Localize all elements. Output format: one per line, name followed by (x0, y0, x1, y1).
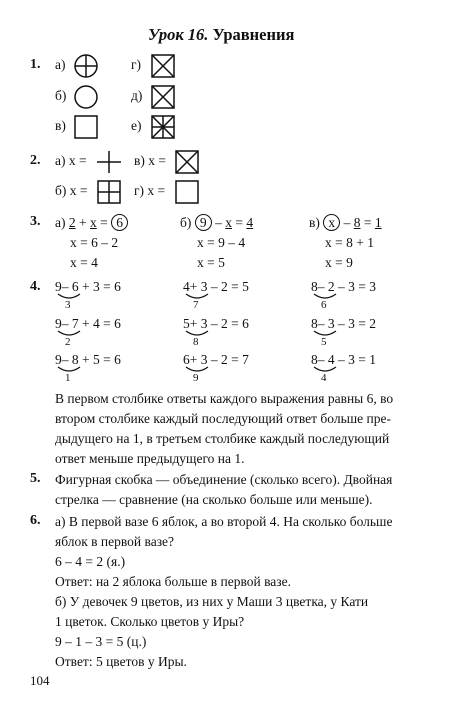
page-title (148, 25, 294, 45)
task2-number: 2. (30, 153, 41, 168)
task4-expr-c1-r2: 9– 7 + 4 = 6 (55, 316, 121, 331)
square-x-icon (174, 149, 200, 175)
task6-text: а) В первой вазе 6 яблок, а во второй 4. На сколько больше яблок в первой вазе? 6 – 4 = 2 (я.) Ответ: на 2 яблока больше в первой вазе. б) У девочек 9 цветов, из них у Маши 3 цветка, у Кати 1 цветок. Сколько цветов у Иры? 9 – 1 – 3 = 5 (ц.) Ответ: 5 цветов у Иры. (55, 514, 393, 669)
task4-number: 4. (30, 279, 41, 294)
task4-sub-c1-r2: 2 (65, 336, 71, 348)
task3c-step1: x = 8 + 1 (325, 235, 374, 250)
task3b-equation: б) 9 – x = 4 (180, 215, 254, 230)
task1-label-g: г) (131, 57, 142, 72)
task1-label-b: б) (55, 88, 67, 103)
task5-text: Фигурная скобка — объединение (сколько всего). Двойная стрелка — сравнение (на сколько больше или меньше). (55, 472, 393, 507)
task4-sub-c1-r3: 1 (65, 372, 71, 384)
task4-sub-c3-r2: 5 (321, 336, 327, 348)
task4-sub-c2-r2: 8 (193, 336, 199, 348)
task1-label-c: в) (55, 118, 66, 133)
square-icon (73, 114, 99, 140)
task3a-step1: x = 6 – 2 (70, 235, 119, 250)
circle-icon (73, 84, 99, 110)
task4-expr-c1-r3: 9– 8 + 5 = 6 (55, 352, 121, 367)
circle-cross-icon (73, 53, 99, 79)
task4-expr-c3-r2: 8– 3 – 3 = 2 (311, 316, 376, 331)
task3-number: 3. (30, 214, 41, 229)
circled-value: x (323, 214, 340, 231)
circled-value: 6 (111, 214, 128, 231)
task2-label-g: г) x = (134, 183, 166, 198)
task4-expr-c3-r1: 8– 2 – 3 = 3 (311, 279, 376, 294)
task4-explanation: В первом столбике ответы каждого выражения равны 6, во втором столбике каждый последующий ответ больше пре- дыдущего на 1, в третьем столбике каждый последующий ответ меньше предыдущего на 1. (55, 391, 394, 466)
task3a-equation: а) 2 + x = 6 (55, 214, 128, 231)
task6-number: 6. (30, 513, 41, 528)
square-x-icon (150, 53, 176, 79)
task3b-step1: x = 9 – 4 (197, 235, 246, 250)
task1-label-a: а) (55, 57, 66, 72)
task3b-step2: x = 5 (197, 255, 225, 270)
square-cross-icon (96, 179, 122, 205)
circled-value: 9 (195, 214, 212, 231)
task3c-equation: в) x – 8 = 1 (309, 215, 382, 230)
task4-sub-c2-r1: 7 (193, 299, 199, 311)
task1-number: 1. (30, 57, 41, 72)
task3a-step2: x = 4 (70, 255, 98, 270)
square-icon (174, 179, 200, 205)
task5-number: 5. (30, 471, 41, 486)
square-cross-x-icon (150, 114, 176, 140)
task1-label-e: е) (131, 118, 142, 133)
task4-sub-c3-r3: 4 (321, 372, 327, 384)
page-number: 104 (30, 673, 50, 688)
task4-sub-c2-r3: 9 (193, 372, 199, 384)
task4-sub-c3-r1: 6 (321, 299, 327, 311)
task1-label-d: д) (131, 88, 143, 103)
task2-label-b: б) x = (55, 183, 88, 198)
task4-sub-c1-r1: 3 (65, 299, 71, 311)
lesson-topic: Уравнения (212, 25, 295, 44)
lesson-number: Урок 16. (148, 25, 209, 44)
task2-label-v: в) x = (134, 153, 166, 168)
task4-expr-c2-r3: 6+ 3 – 2 = 7 (183, 352, 249, 367)
square-x-icon (150, 84, 176, 110)
task4-expr-c2-r2: 5+ 3 – 2 = 6 (183, 316, 249, 331)
task4-expr-c3-r3: 8– 4 – 3 = 1 (311, 352, 376, 367)
task4-expr-c2-r1: 4+ 3 – 2 = 5 (183, 279, 249, 294)
task3c-step2: x = 9 (325, 255, 353, 270)
task4-expr-c1-r1: 9– 6 + 3 = 6 (55, 279, 121, 294)
cross-icon (96, 149, 122, 175)
task2-label-a: а) x = (55, 153, 87, 168)
